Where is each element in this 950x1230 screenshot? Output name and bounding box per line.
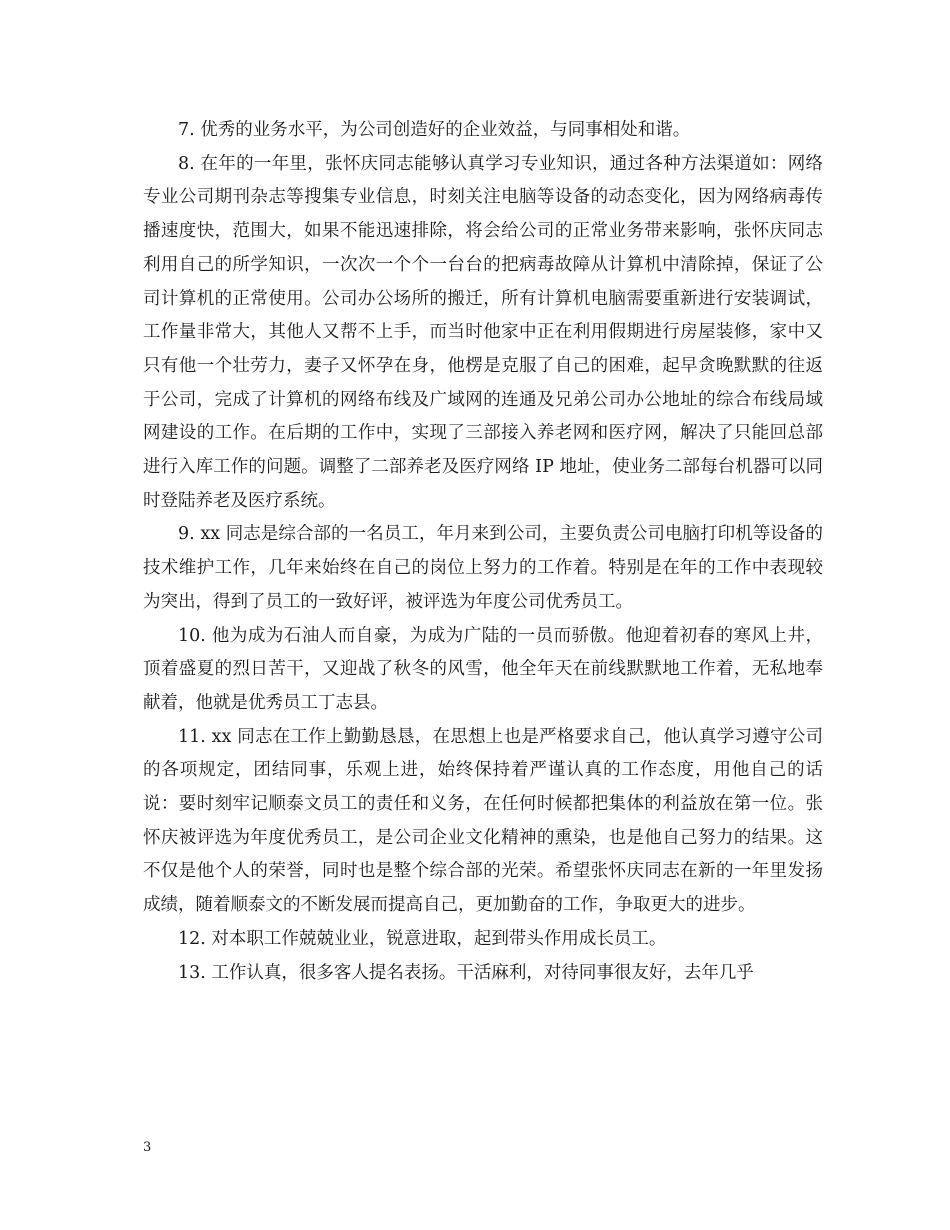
paragraph-7: 7. 优秀的业务水平，为公司创造好的企业效益，与同事相处和谐。 (178, 120, 691, 140)
body-text (143, 114, 823, 990)
page-number: 3 (143, 1140, 152, 1155)
paragraph-8: 8. 在年的一年里，张怀庆同志能够认真学习专业知识，通过各种方法渠道如：网络专业公司期刊杂志等搜集专业信息，时刻关注电脑等设备的动态变化，因为网络病毒传播速度快，范围大，如果不能迅速排除，将会给公司的正常业务带来影响，张怀庆同志利用自己的所学知识，一次次一个个一台台的把病毒故障从计算机中清除掉，保证了公司计算机的正常使用。公司办公场所的搬迁，所有计算机电脑需要重新进行安装调试，工作量非常大，其他人又帮不上手，而当时他家中正在利用假期进行房屋装修，家中又只有他一个壮劳力，妻子又怀孕在身，他楞是克服了自己的困难，起早贪晚默默的往返于公司，完成了计算机的网络布线及广域网的连通及兄弟公司办公地址的综合布线局域网建设的工作。在后期的工作中，实现了三部接入养老网和医疗网，解决了只能回总部进行入库工作的问题。调整了二部养老及医疗网络 IP 地址，使业务二部每台机器可以同时登陆养老及医疗系统。 (143, 153, 823, 511)
paragraph-9: 9. xx 同志是综合部的一名员工，年月来到公司，主要负责公司电脑打印机等设备的技术维护工作，几年来始终在自己的岗位上努力的工作着。特别是在年的工作中表现较为突出，得到了员工的一致好评，被评选为年度公司优秀员工。 (143, 524, 823, 612)
paragraph-12: 12. 对本职工作兢兢业业，锐意进取，起到带头作用成长员工。 (178, 928, 667, 949)
paragraph-11: 11. xx 同志在工作上勤勤恳恳，在思想上也是严格要求自己，他认真学习遵守公司的各项规定，团结同事，乐观上进，始终保持着严谨认真的工作态度，用他自己的话说：要时刻牢记顺泰文员工的责任和义务，在任何时候都把集体的利益放在第一位。张怀庆被评选为年度优秀员工，是公司企业文化精神的熏染，也是他自己努力的结果。这不仅是他个人的荣誉，同时也是整个综合部的光荣。希望张怀庆同志在新的一年里发扬成绩，随着顺泰文的不断发展而提高自己，更加勤奋的工作，争取更大的进步。 (143, 726, 823, 916)
paragraph-13: 13. 工作认真，很多客人提名表扬。干活麻利，对待同事很友好，去年几乎 (178, 962, 754, 983)
paragraph-10: 10. 他为成为石油人而自豪，为成为广陆的一员而骄傲。他迎着初春的寒风上井，顶着盛夏的烈日苦干，又迎战了秋冬的风雪，他全年天在前线默默地工作着，无私地奉献着，他就是优秀员工丁志县。 (143, 625, 823, 713)
